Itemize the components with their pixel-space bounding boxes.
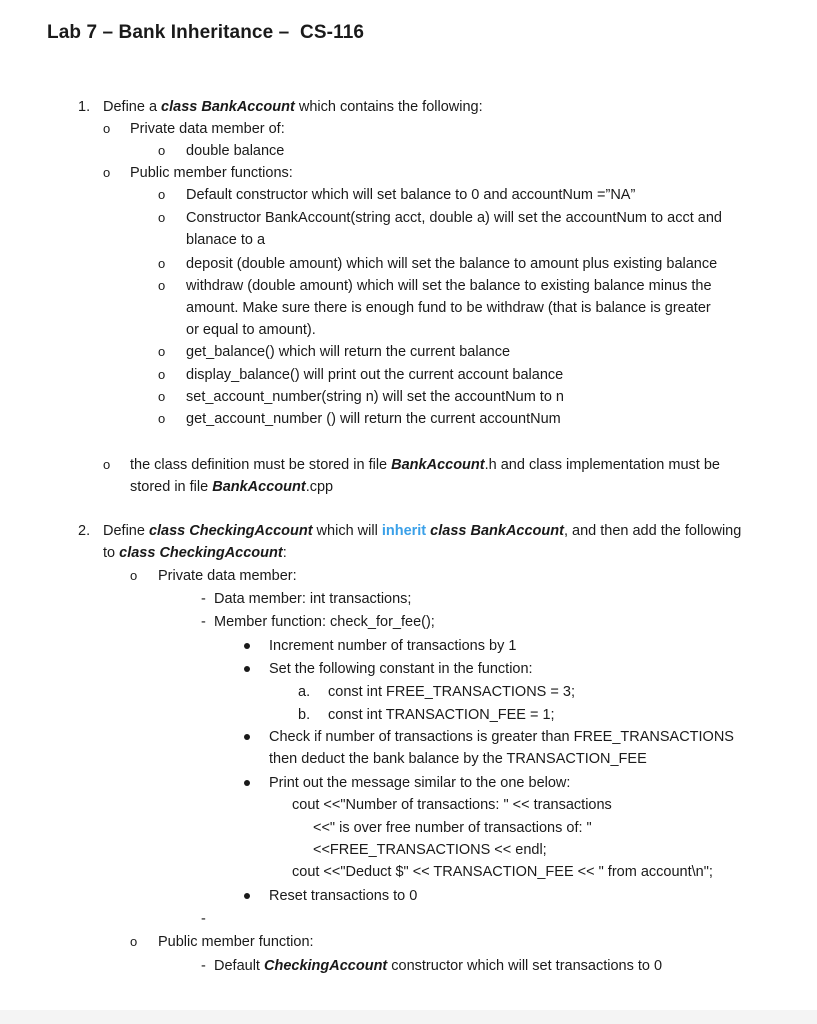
circle-bullet-icon: o bbox=[158, 278, 166, 293]
circle-bullet-icon: o bbox=[130, 568, 138, 583]
s2-default-constructor bbox=[214, 956, 662, 976]
code-line-4: cout <<"Deduct $" << TRANSACTION_FEE << " from account\n"; bbox=[292, 864, 713, 880]
s2-step-check-line2: then deduct the bank balance by the TRANSACTION_FEE bbox=[269, 751, 647, 767]
s2-ctor-text-a: Default bbox=[214, 958, 264, 974]
s2-intro-text-a: Define bbox=[103, 523, 149, 539]
s2-const-free-transactions: const int FREE_TRANSACTIONS = 3; bbox=[328, 684, 575, 700]
s1-func-default-ctor: Default constructor which will set balance to 0 and accountNum =”NA” bbox=[186, 187, 636, 203]
s2-step-increment: Increment number of transactions by 1 bbox=[269, 638, 517, 654]
s2-private-label: Private data member: bbox=[158, 568, 297, 584]
circle-bullet-icon: o bbox=[103, 165, 111, 180]
s2-step-constants: Set the following constant in the function: bbox=[269, 661, 533, 677]
dash-bullet: - bbox=[201, 614, 206, 630]
circle-bullet-icon: o bbox=[158, 187, 166, 202]
s1-private-item: double balance bbox=[186, 143, 285, 159]
s1-storage-text-a: the class definition must be stored in file bbox=[130, 457, 392, 473]
s2-ctor-class: CheckingAccount bbox=[263, 958, 388, 974]
s2-step-print: Print out the message similar to the one below: bbox=[269, 775, 571, 791]
s1-func-get-balance: get_balance() which will return the current balance bbox=[186, 344, 511, 360]
s2-ctor-text-c: constructor which will set transactions to 0 bbox=[387, 958, 663, 974]
s1-func-withdraw-line3: or equal to amount). bbox=[186, 322, 316, 338]
bullet-dot-icon bbox=[244, 780, 250, 786]
s1-private-label: Private data member of: bbox=[130, 121, 285, 137]
circle-bullet-icon: o bbox=[158, 256, 166, 271]
s1-public-label: Public member functions: bbox=[130, 165, 293, 181]
s1-func-deposit: deposit (double amount) which will set the balance to amount plus existing balance bbox=[186, 256, 718, 272]
sub-marker-b: b. bbox=[298, 707, 311, 723]
circle-bullet-icon: o bbox=[158, 367, 166, 382]
s1-intro-text-a: Define a bbox=[103, 99, 162, 115]
s1-func-ctor-line2: blanace to a bbox=[186, 232, 266, 248]
page-bottom-band bbox=[0, 1010, 817, 1024]
code-line-1: cout <<"Number of transactions: " << transactions bbox=[292, 797, 612, 813]
s2-intro-text-c: which will bbox=[312, 523, 382, 539]
s1-intro-class: class BankAccount bbox=[161, 99, 295, 115]
code-line-2: <<" is over free number of transactions of: " bbox=[313, 820, 592, 836]
s2-intro-line1 bbox=[103, 521, 741, 541]
s1-storage-line2 bbox=[130, 477, 333, 497]
bullet-dot-icon bbox=[244, 734, 250, 740]
bullet-dot-icon bbox=[244, 666, 250, 672]
s1-func-ctor-line1: Constructor BankAccount(string acct, double a) will set the accountNum to acct and bbox=[186, 210, 722, 226]
s2-member-function: Member function: check_for_fee(); bbox=[214, 614, 435, 630]
dash-bullet: - bbox=[201, 911, 206, 927]
s1-func-set-account-number: set_account_number(string n) will set the accountNum to n bbox=[186, 389, 564, 405]
s2-step-reset: Reset transactions to 0 bbox=[269, 888, 418, 904]
s1-storage-file-cpp: BankAccount bbox=[212, 479, 306, 495]
circle-bullet-icon: o bbox=[158, 344, 166, 359]
item-number-2: 2. bbox=[78, 523, 91, 539]
s2-intro2-text-c: : bbox=[282, 545, 287, 561]
bullet-dot-icon bbox=[244, 893, 250, 899]
dash-bullet: - bbox=[201, 591, 206, 607]
s1-intro-text-c: which contains the following: bbox=[294, 99, 483, 115]
s1-storage-text-c: .h and class implementation must be bbox=[484, 457, 720, 473]
code-line-3: <<FREE_TRANSACTIONS << endl; bbox=[313, 842, 547, 858]
s1-func-get-account-number: get_account_number () will return the current accountNum bbox=[186, 411, 561, 427]
circle-bullet-icon: o bbox=[158, 210, 166, 225]
circle-bullet-icon: o bbox=[158, 411, 166, 426]
s2-intro-line2 bbox=[103, 543, 287, 563]
s2-public-label: Public member function: bbox=[158, 934, 314, 950]
circle-bullet-icon: o bbox=[103, 121, 111, 136]
s1-intro bbox=[103, 97, 483, 117]
s1-storage-text-d: stored in file bbox=[130, 479, 213, 495]
s2-intro-class-bank: class BankAccount bbox=[430, 523, 564, 539]
s1-func-withdraw-line1: withdraw (double amount) which will set the balance to existing balance minus the bbox=[186, 278, 712, 294]
item-number-1: 1. bbox=[78, 99, 91, 115]
circle-bullet-icon: o bbox=[158, 143, 166, 158]
inherit-link[interactable]: inherit bbox=[381, 523, 427, 539]
s2-const-transaction-fee: const int TRANSACTION_FEE = 1; bbox=[328, 707, 555, 723]
page-title: Lab 7 – Bank Inheritance – CS-116 bbox=[47, 22, 365, 43]
circle-bullet-icon: o bbox=[130, 934, 138, 949]
circle-bullet-icon: o bbox=[158, 389, 166, 404]
bullet-dot-icon bbox=[244, 643, 250, 649]
s2-intro-class-checking: class CheckingAccount bbox=[148, 523, 313, 539]
s1-storage-line1 bbox=[130, 455, 720, 475]
dash-bullet: - bbox=[201, 958, 206, 974]
s2-intro-text-f: , and then add the following bbox=[563, 523, 742, 539]
s1-func-withdraw-line2: amount. Make sure there is enough fund to be withdraw (that is balance is greater bbox=[186, 300, 711, 316]
circle-bullet-icon: o bbox=[103, 457, 111, 472]
s2-data-member: Data member: int transactions; bbox=[214, 591, 412, 607]
s1-func-display-balance: display_balance() will print out the current account balance bbox=[186, 367, 564, 383]
s1-storage-file-h: BankAccount bbox=[391, 457, 485, 473]
s2-intro2-class: class CheckingAccount bbox=[119, 545, 283, 561]
s1-storage-text-f: .cpp bbox=[305, 479, 334, 495]
s2-intro2-text-a: to bbox=[103, 545, 120, 561]
sub-marker-a: a. bbox=[298, 684, 311, 700]
s2-step-check-line1: Check if number of transactions is greater than FREE_TRANSACTIONS bbox=[269, 729, 734, 745]
